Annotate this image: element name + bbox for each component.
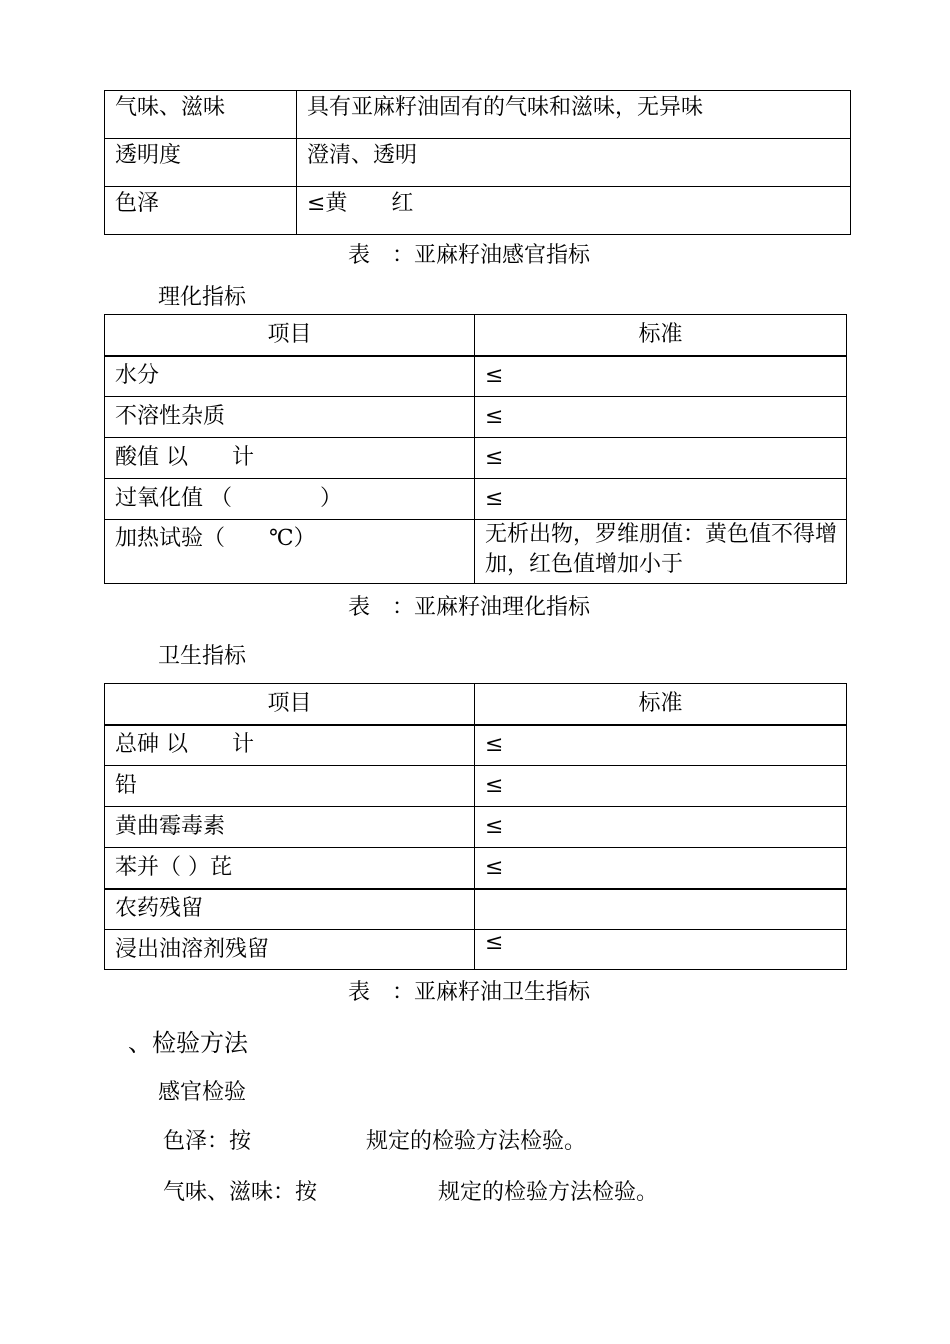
table-row <box>105 520 847 584</box>
table-cell-standard: 具有亚麻籽油固有的气味和滋味，无异味 <box>297 91 851 139</box>
section-heading: 卫生指标 <box>158 644 247 669</box>
table-cell-standard: ≤ <box>475 766 847 807</box>
table-cell-standard: ≤ <box>475 807 847 848</box>
table-cell-standard: ≤ <box>475 725 847 766</box>
table-row <box>105 766 847 807</box>
table-cell-item: 不溶性杂质 <box>105 397 475 438</box>
sensory-table <box>104 90 851 235</box>
column-header-item: 项目 <box>105 315 475 356</box>
table-row <box>105 848 847 889</box>
table-caption: 表 ：亚麻籽油感官指标 <box>348 243 591 268</box>
table-cell-item: 酸值 以 计 <box>105 438 475 479</box>
table-cell-standard: 无析出物，罗维朋值：黄色值不得增加，红色值增加小于 <box>475 520 847 584</box>
table-cell-item: 透明度 <box>105 139 297 187</box>
method-line-text: 规定的检验方法检验。 <box>366 1129 587 1154</box>
section-heading: 、检验方法 <box>128 1029 248 1057</box>
table-row <box>105 807 847 848</box>
table-row <box>105 356 847 397</box>
table-row <box>105 438 847 479</box>
table-cell-standard: ≤ <box>475 848 847 889</box>
column-header-standard: 标准 <box>475 315 847 356</box>
table-cell-item: 水分 <box>105 356 475 397</box>
table-cell-item: 浸出油溶剂残留 <box>105 930 475 970</box>
method-line-label: 色泽：按 <box>163 1129 252 1154</box>
table-cell-item: 黄曲霉毒素 <box>105 807 475 848</box>
table-cell-item: 气味、滋味 <box>105 91 297 139</box>
subsection-heading: 感官检验 <box>158 1080 247 1105</box>
table-cell-item: 农药残留 <box>105 889 475 930</box>
table-cell-item: 总砷 以 计 <box>105 725 475 766</box>
table-cell-standard: ≤ <box>475 397 847 438</box>
table-row <box>105 397 847 438</box>
method-line-text: 规定的检验方法检验。 <box>438 1180 659 1205</box>
table-row <box>105 479 847 520</box>
column-header-standard: 标准 <box>475 684 847 725</box>
table-cell-standard: ≤ <box>475 438 847 479</box>
table-row <box>105 930 847 970</box>
method-line-label: 气味、滋味：按 <box>163 1180 318 1205</box>
table-cell-standard <box>475 889 847 930</box>
table-cell-standard: 澄清、透明 <box>297 139 851 187</box>
table-cell-item: 加热试验（ ℃） <box>105 520 475 584</box>
physchem-table <box>104 314 847 584</box>
table-header-row <box>105 315 847 356</box>
section-heading: 理化指标 <box>158 285 247 310</box>
column-header-item: 项目 <box>105 684 475 725</box>
table-caption: 表 ：亚麻籽油理化指标 <box>348 595 591 620</box>
table-caption: 表 ：亚麻籽油卫生指标 <box>348 980 591 1005</box>
table-row <box>105 139 851 187</box>
table-cell-item: 苯并（ ）芘 <box>105 848 475 889</box>
table-cell-item: 铅 <box>105 766 475 807</box>
table-row <box>105 889 847 930</box>
table-row <box>105 725 847 766</box>
table-cell-standard: ≤ <box>475 356 847 397</box>
table-row <box>105 91 851 139</box>
table-cell-standard: ≤黄 红 <box>297 187 851 235</box>
table-header-row <box>105 684 847 725</box>
table-cell-standard: ≤ <box>475 479 847 520</box>
table-cell-item: 过氧化值 （ ） <box>105 479 475 520</box>
table-cell-item: 色泽 <box>105 187 297 235</box>
hygiene-table <box>104 683 847 970</box>
table-cell-standard: ≤ <box>475 930 847 970</box>
table-row <box>105 187 851 235</box>
